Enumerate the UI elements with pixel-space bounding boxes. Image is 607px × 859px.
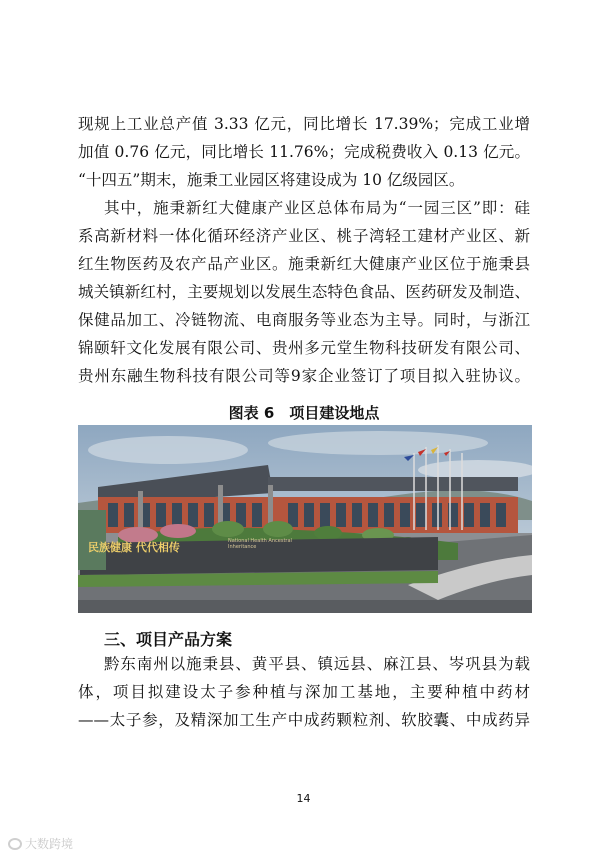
sign-english-text: National Health Ancestral Inheritance bbox=[228, 538, 292, 550]
body-text-line: 红生物医药及农产品产业区。施秉新红大健康产业区位于施秉县 bbox=[78, 255, 530, 273]
body-text-line: 锦颐轩文化发展有限公司、贵州多元堂生物科技研发有限公司、 bbox=[78, 339, 530, 357]
body-text-line: 体，项目拟建设太子参种植与深加工基地，主要种植中药材 bbox=[78, 683, 530, 701]
body-text-line: ——太子参，及精深加工生产中成药颗粒剂、软胶囊、中成药异 bbox=[78, 711, 530, 729]
body-text-line: 黔东南州以施秉县、黄平县、镇远县、麻江县、岑巩县为载 bbox=[104, 655, 530, 673]
sign-text: 民族健康 代代相传 bbox=[88, 541, 180, 554]
body-text-line: 现规上工业总产值 3.33 亿元，同比增长 17.39%；完成工业增 bbox=[78, 115, 530, 133]
body-text-line: 贵州东融生物科技有限公司等9家企业签订了项目拟入驻协议。 bbox=[78, 367, 530, 385]
body-text-line: 系高新材料一体化循环经济产业区、桃子湾轻工建材产业区、新 bbox=[78, 227, 530, 245]
site-photo bbox=[78, 425, 532, 613]
figure-caption: 图表 6 项目建设地点 bbox=[228, 404, 380, 422]
watermark-text: 大数跨境 bbox=[25, 837, 74, 851]
body-text-line: 其中，施秉新红大健康产业区总体布局为“一园三区”即：硅 bbox=[104, 199, 530, 217]
body-text-line: 保健品加工、冷链物流、电商服务等业态为主导。同时，与浙江 bbox=[78, 311, 530, 329]
watermark bbox=[8, 835, 73, 852]
page-number: 14 bbox=[296, 792, 311, 805]
body-text-line: 城关镇新红村，主要规划以发展生态特色食品、医药研发及制造、 bbox=[78, 283, 530, 301]
section-heading: 三、项目产品方案 bbox=[104, 630, 233, 649]
body-text-line: 加值 0.76 亿元，同比增长 11.76%；完成税费收入 0.13 亿元。 bbox=[78, 143, 530, 161]
body-text-line: “十四五”期末，施秉工业园区将建设成为 10 亿级园区。 bbox=[78, 171, 465, 189]
watermark-logo-icon bbox=[8, 838, 22, 850]
